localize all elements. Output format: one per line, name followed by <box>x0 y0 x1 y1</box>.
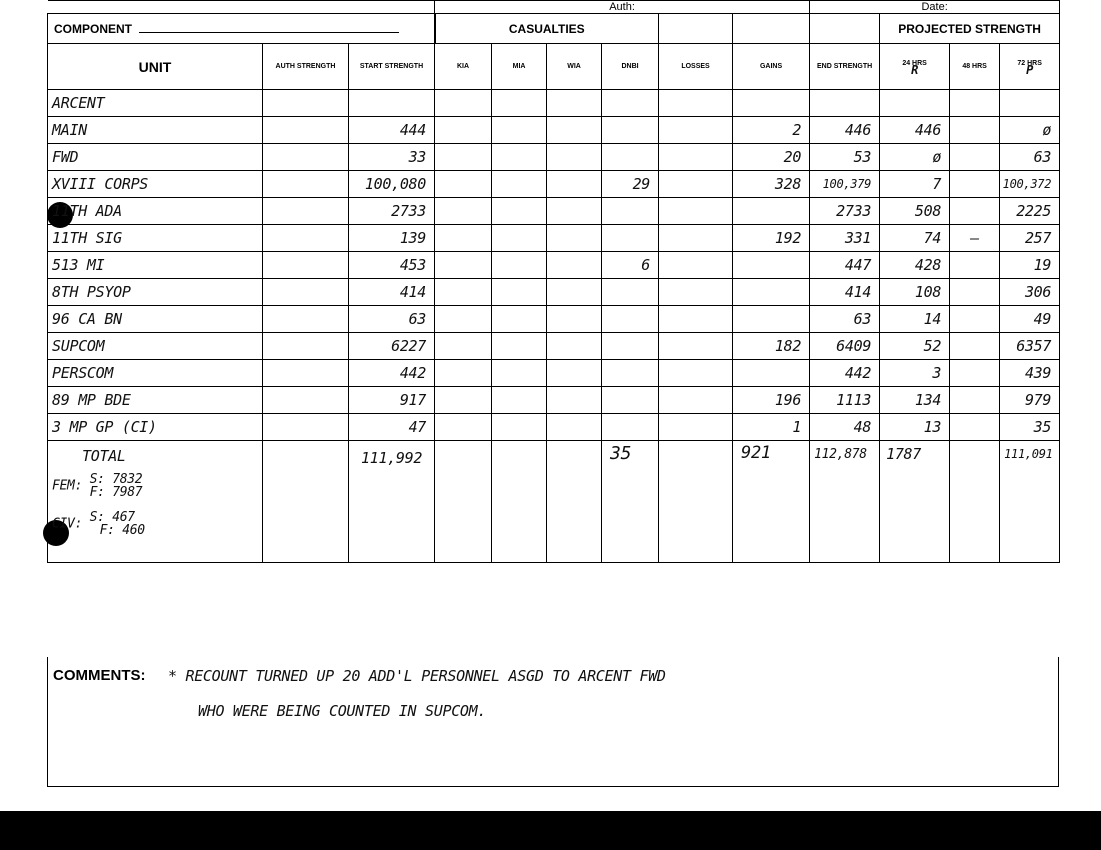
total-label: TOTAL <box>82 447 126 465</box>
h72-header <box>1000 44 1060 90</box>
date-label: Date: <box>810 1 1060 14</box>
cell-wia <box>547 333 602 360</box>
cell-kia <box>435 252 492 279</box>
cell-h72: 257 <box>1000 225 1060 252</box>
cell-kia <box>435 198 492 225</box>
cell-losses <box>659 171 733 198</box>
cell-gains: 192 <box>733 225 810 252</box>
cell-end <box>810 90 880 117</box>
wia-header: WIA <box>547 44 602 90</box>
cell-unit: MAIN <box>48 117 263 144</box>
cell-auth <box>263 333 349 360</box>
civ-final: F: 460 <box>99 523 145 538</box>
cell-end: 331 <box>810 225 880 252</box>
cell-h48: — <box>950 225 1000 252</box>
cell-h24: 108 <box>880 279 950 306</box>
fem-final: F: 7987 <box>89 485 143 500</box>
cell-wia <box>547 198 602 225</box>
mia-header: MIA <box>492 44 547 90</box>
h24-label: 24 HRS <box>902 59 927 67</box>
cell-h72: ø <box>1000 117 1060 144</box>
cell-wia <box>547 306 602 333</box>
cell-start: 2733 <box>349 198 435 225</box>
cell-end: 446 <box>810 117 880 144</box>
table-row <box>48 333 1060 360</box>
cell-unit: 513 MI <box>48 252 263 279</box>
gains-header: GAINS <box>733 44 810 90</box>
cell-kia <box>435 117 492 144</box>
cell-unit: 3 MP GP (CI) <box>48 414 263 441</box>
cell-unit: PERSCOM <box>48 360 263 387</box>
cell-kia <box>435 387 492 414</box>
cell-kia <box>435 333 492 360</box>
cell-end: 53 <box>810 144 880 171</box>
cell-auth <box>263 117 349 144</box>
cell-wia <box>547 279 602 306</box>
dnbi-header: DNBI <box>602 44 659 90</box>
cell-h48 <box>950 333 1000 360</box>
cell-start: 63 <box>349 306 435 333</box>
total-h24: 1787 <box>880 441 950 563</box>
total-row <box>48 441 1060 563</box>
cell-mia <box>492 144 547 171</box>
cell-start <box>349 90 435 117</box>
cell-start: 444 <box>349 117 435 144</box>
cell-start: 442 <box>349 360 435 387</box>
cell-h48 <box>950 252 1000 279</box>
losses-header: LOSSES <box>659 44 733 90</box>
civ-start: S: 467 <box>89 510 135 525</box>
h24-mark: R <box>911 62 919 77</box>
cell-end: 2733 <box>810 198 880 225</box>
cell-auth <box>263 414 349 441</box>
cell-end: 447 <box>810 252 880 279</box>
cell-gains <box>733 198 810 225</box>
fem-label: FEM: <box>52 478 83 494</box>
column-header-row <box>48 44 1060 90</box>
cell-mia <box>492 306 547 333</box>
cell-h72: 439 <box>1000 360 1060 387</box>
projected-strength-header: PROJECTED STRENGTH <box>880 14 1060 44</box>
cell-h48 <box>950 279 1000 306</box>
cell-unit: ARCENT <box>48 90 263 117</box>
cell-h24 <box>880 90 950 117</box>
table-row <box>48 171 1060 198</box>
cell-h72 <box>1000 90 1060 117</box>
cell-gains: 2 <box>733 117 810 144</box>
cell-gains <box>733 90 810 117</box>
cell-wia <box>547 117 602 144</box>
h72-mark: P <box>1026 62 1034 77</box>
group-header-row <box>48 14 1060 44</box>
table-row <box>48 279 1060 306</box>
scan-edge-bar <box>0 811 1101 850</box>
cell-gains: 196 <box>733 387 810 414</box>
cell-losses <box>659 225 733 252</box>
civ-block <box>52 511 262 537</box>
cell-start: 100,080 <box>349 171 435 198</box>
cell-mia <box>492 360 547 387</box>
cell-dnbi <box>602 90 659 117</box>
cell-h48 <box>950 198 1000 225</box>
cell-unit: XVIII CORPS <box>48 171 263 198</box>
cell-wia <box>547 252 602 279</box>
cell-mia <box>492 171 547 198</box>
comments-line-2: WHO WERE BEING COUNTED IN SUPCOM. <box>198 702 487 720</box>
cell-mia <box>492 198 547 225</box>
cell-h72: 2225 <box>1000 198 1060 225</box>
cell-end: 442 <box>810 360 880 387</box>
cell-end: 6409 <box>810 333 880 360</box>
cell-kia <box>435 144 492 171</box>
cell-wia <box>547 171 602 198</box>
total-dnbi: 35 <box>602 441 659 563</box>
cell-auth <box>263 144 349 171</box>
cell-auth <box>263 306 349 333</box>
table-row <box>48 225 1060 252</box>
cell-mia <box>492 252 547 279</box>
cell-wia <box>547 360 602 387</box>
civ-label: CIV: <box>52 516 83 532</box>
cell-h48 <box>950 171 1000 198</box>
cell-losses <box>659 414 733 441</box>
cell-kia <box>435 225 492 252</box>
cell-start: 139 <box>349 225 435 252</box>
cell-wia <box>547 387 602 414</box>
cell-kia <box>435 171 492 198</box>
cell-unit: SUPCOM <box>48 333 263 360</box>
cell-wia <box>547 90 602 117</box>
cell-end: 63 <box>810 306 880 333</box>
cell-h72: 6357 <box>1000 333 1060 360</box>
cell-auth <box>263 252 349 279</box>
cell-h24: ø <box>880 144 950 171</box>
cell-auth <box>263 360 349 387</box>
cell-start: 47 <box>349 414 435 441</box>
cell-h48 <box>950 360 1000 387</box>
cell-unit: 89 MP BDE <box>48 387 263 414</box>
cell-kia <box>435 414 492 441</box>
cell-end: 414 <box>810 279 880 306</box>
cell-h72: 63 <box>1000 144 1060 171</box>
cell-h72: 49 <box>1000 306 1060 333</box>
cell-h48 <box>950 90 1000 117</box>
table-row <box>48 117 1060 144</box>
header-strip <box>48 1 1060 14</box>
cell-dnbi <box>602 306 659 333</box>
cell-dnbi <box>602 333 659 360</box>
cell-auth <box>263 90 349 117</box>
cell-auth <box>263 225 349 252</box>
cell-h48 <box>950 144 1000 171</box>
cell-auth <box>263 279 349 306</box>
cell-dnbi <box>602 144 659 171</box>
cell-losses <box>659 117 733 144</box>
cell-h72: 19 <box>1000 252 1060 279</box>
total-end: 112,878 <box>810 441 880 563</box>
cell-h72: 306 <box>1000 279 1060 306</box>
h72-label: 72 HRS <box>1017 59 1042 67</box>
cell-start: 414 <box>349 279 435 306</box>
table-row <box>48 387 1060 414</box>
cell-kia <box>435 306 492 333</box>
comments-label: COMMENTS: <box>53 667 146 684</box>
cell-h24: 428 <box>880 252 950 279</box>
cell-dnbi <box>602 360 659 387</box>
cell-gains <box>733 306 810 333</box>
end-strength-header: END STRENGTH <box>810 44 880 90</box>
cell-h24: 14 <box>880 306 950 333</box>
casualties-header: CASUALTIES <box>435 14 659 44</box>
cell-h48 <box>950 306 1000 333</box>
cell-gains <box>733 252 810 279</box>
cell-wia <box>547 225 602 252</box>
cell-h72: 100,372 <box>1000 171 1060 198</box>
cell-gains: 328 <box>733 171 810 198</box>
total-start: 111,992 <box>349 441 435 563</box>
cell-dnbi: 29 <box>602 171 659 198</box>
table-row <box>48 414 1060 441</box>
table-row <box>48 144 1060 171</box>
cell-gains: 20 <box>733 144 810 171</box>
cell-h72: 35 <box>1000 414 1060 441</box>
cell-dnbi <box>602 117 659 144</box>
unit-col-header: UNIT <box>48 44 263 90</box>
strength-report-form <box>47 0 1059 794</box>
cell-h24: 446 <box>880 117 950 144</box>
cell-mia <box>492 225 547 252</box>
strength-table <box>47 0 1060 563</box>
component-field[interactable] <box>139 32 399 33</box>
cell-gains: 182 <box>733 333 810 360</box>
cell-losses <box>659 387 733 414</box>
kia-header: KIA <box>435 44 492 90</box>
comments-line-1: * RECOUNT TURNED UP 20 ADD'L PERSONNEL ASGD TO ARCENT FWD <box>168 667 666 685</box>
table-body <box>48 90 1060 441</box>
cell-auth <box>263 171 349 198</box>
cell-gains <box>733 279 810 306</box>
cell-losses <box>659 144 733 171</box>
cell-h24: 7 <box>880 171 950 198</box>
cell-dnbi <box>602 225 659 252</box>
cell-kia <box>435 279 492 306</box>
cell-h48 <box>950 117 1000 144</box>
table-row <box>48 306 1060 333</box>
cell-unit: FWD <box>48 144 263 171</box>
cell-start: 917 <box>349 387 435 414</box>
cell-h72: 979 <box>1000 387 1060 414</box>
cell-h24: 13 <box>880 414 950 441</box>
cell-unit: 96 CA BN <box>48 306 263 333</box>
cell-mia <box>492 414 547 441</box>
cell-wia <box>547 414 602 441</box>
cell-h48 <box>950 414 1000 441</box>
fem-start: S: 7832 <box>89 472 143 487</box>
cell-h24: 3 <box>880 360 950 387</box>
start-strength-header: START STRENGTH <box>349 44 435 90</box>
cell-mia <box>492 90 547 117</box>
component-label: COMPONENT <box>54 21 132 36</box>
cell-mia <box>492 333 547 360</box>
cell-end: 100,379 <box>810 171 880 198</box>
h48-header: 48 HRS <box>950 44 1000 90</box>
cell-gains: 1 <box>733 414 810 441</box>
cell-end: 48 <box>810 414 880 441</box>
cell-dnbi: 6 <box>602 252 659 279</box>
table-row <box>48 90 1060 117</box>
cell-h48 <box>950 387 1000 414</box>
table-row <box>48 252 1060 279</box>
cell-dnbi <box>602 414 659 441</box>
cell-losses <box>659 333 733 360</box>
cell-losses <box>659 279 733 306</box>
cell-mia <box>492 387 547 414</box>
cell-losses <box>659 90 733 117</box>
comments-section <box>47 657 1059 787</box>
total-h72: 111,091 <box>1000 441 1060 563</box>
cell-unit: 11TH SIG <box>48 225 263 252</box>
auth-strength-header: AUTH STRENGTH <box>263 44 349 90</box>
table-row <box>48 198 1060 225</box>
auth-label: Auth: <box>435 1 810 14</box>
cell-gains <box>733 360 810 387</box>
table-row <box>48 360 1060 387</box>
total-auth <box>263 441 349 563</box>
cell-losses <box>659 360 733 387</box>
cell-start: 33 <box>349 144 435 171</box>
cell-losses <box>659 198 733 225</box>
cell-dnbi <box>602 387 659 414</box>
cell-auth <box>263 198 349 225</box>
cell-losses <box>659 306 733 333</box>
cell-h24: 508 <box>880 198 950 225</box>
cell-wia <box>547 144 602 171</box>
cell-unit: 8TH PSYOP <box>48 279 263 306</box>
cell-start: 453 <box>349 252 435 279</box>
cell-kia <box>435 360 492 387</box>
cell-mia <box>492 279 547 306</box>
cell-dnbi <box>602 279 659 306</box>
cell-h24: 134 <box>880 387 950 414</box>
cell-end: 1113 <box>810 387 880 414</box>
fem-block <box>52 473 262 499</box>
cell-mia <box>492 117 547 144</box>
h24-header <box>880 44 950 90</box>
cell-dnbi <box>602 198 659 225</box>
cell-auth <box>263 387 349 414</box>
cell-h24: 74 <box>880 225 950 252</box>
cell-losses <box>659 252 733 279</box>
cell-h24: 52 <box>880 333 950 360</box>
total-gains: 921 <box>733 441 810 563</box>
cell-start: 6227 <box>349 333 435 360</box>
cell-unit: 11TH ADA <box>48 198 263 225</box>
total-unit-cell <box>48 441 263 563</box>
cell-kia <box>435 90 492 117</box>
